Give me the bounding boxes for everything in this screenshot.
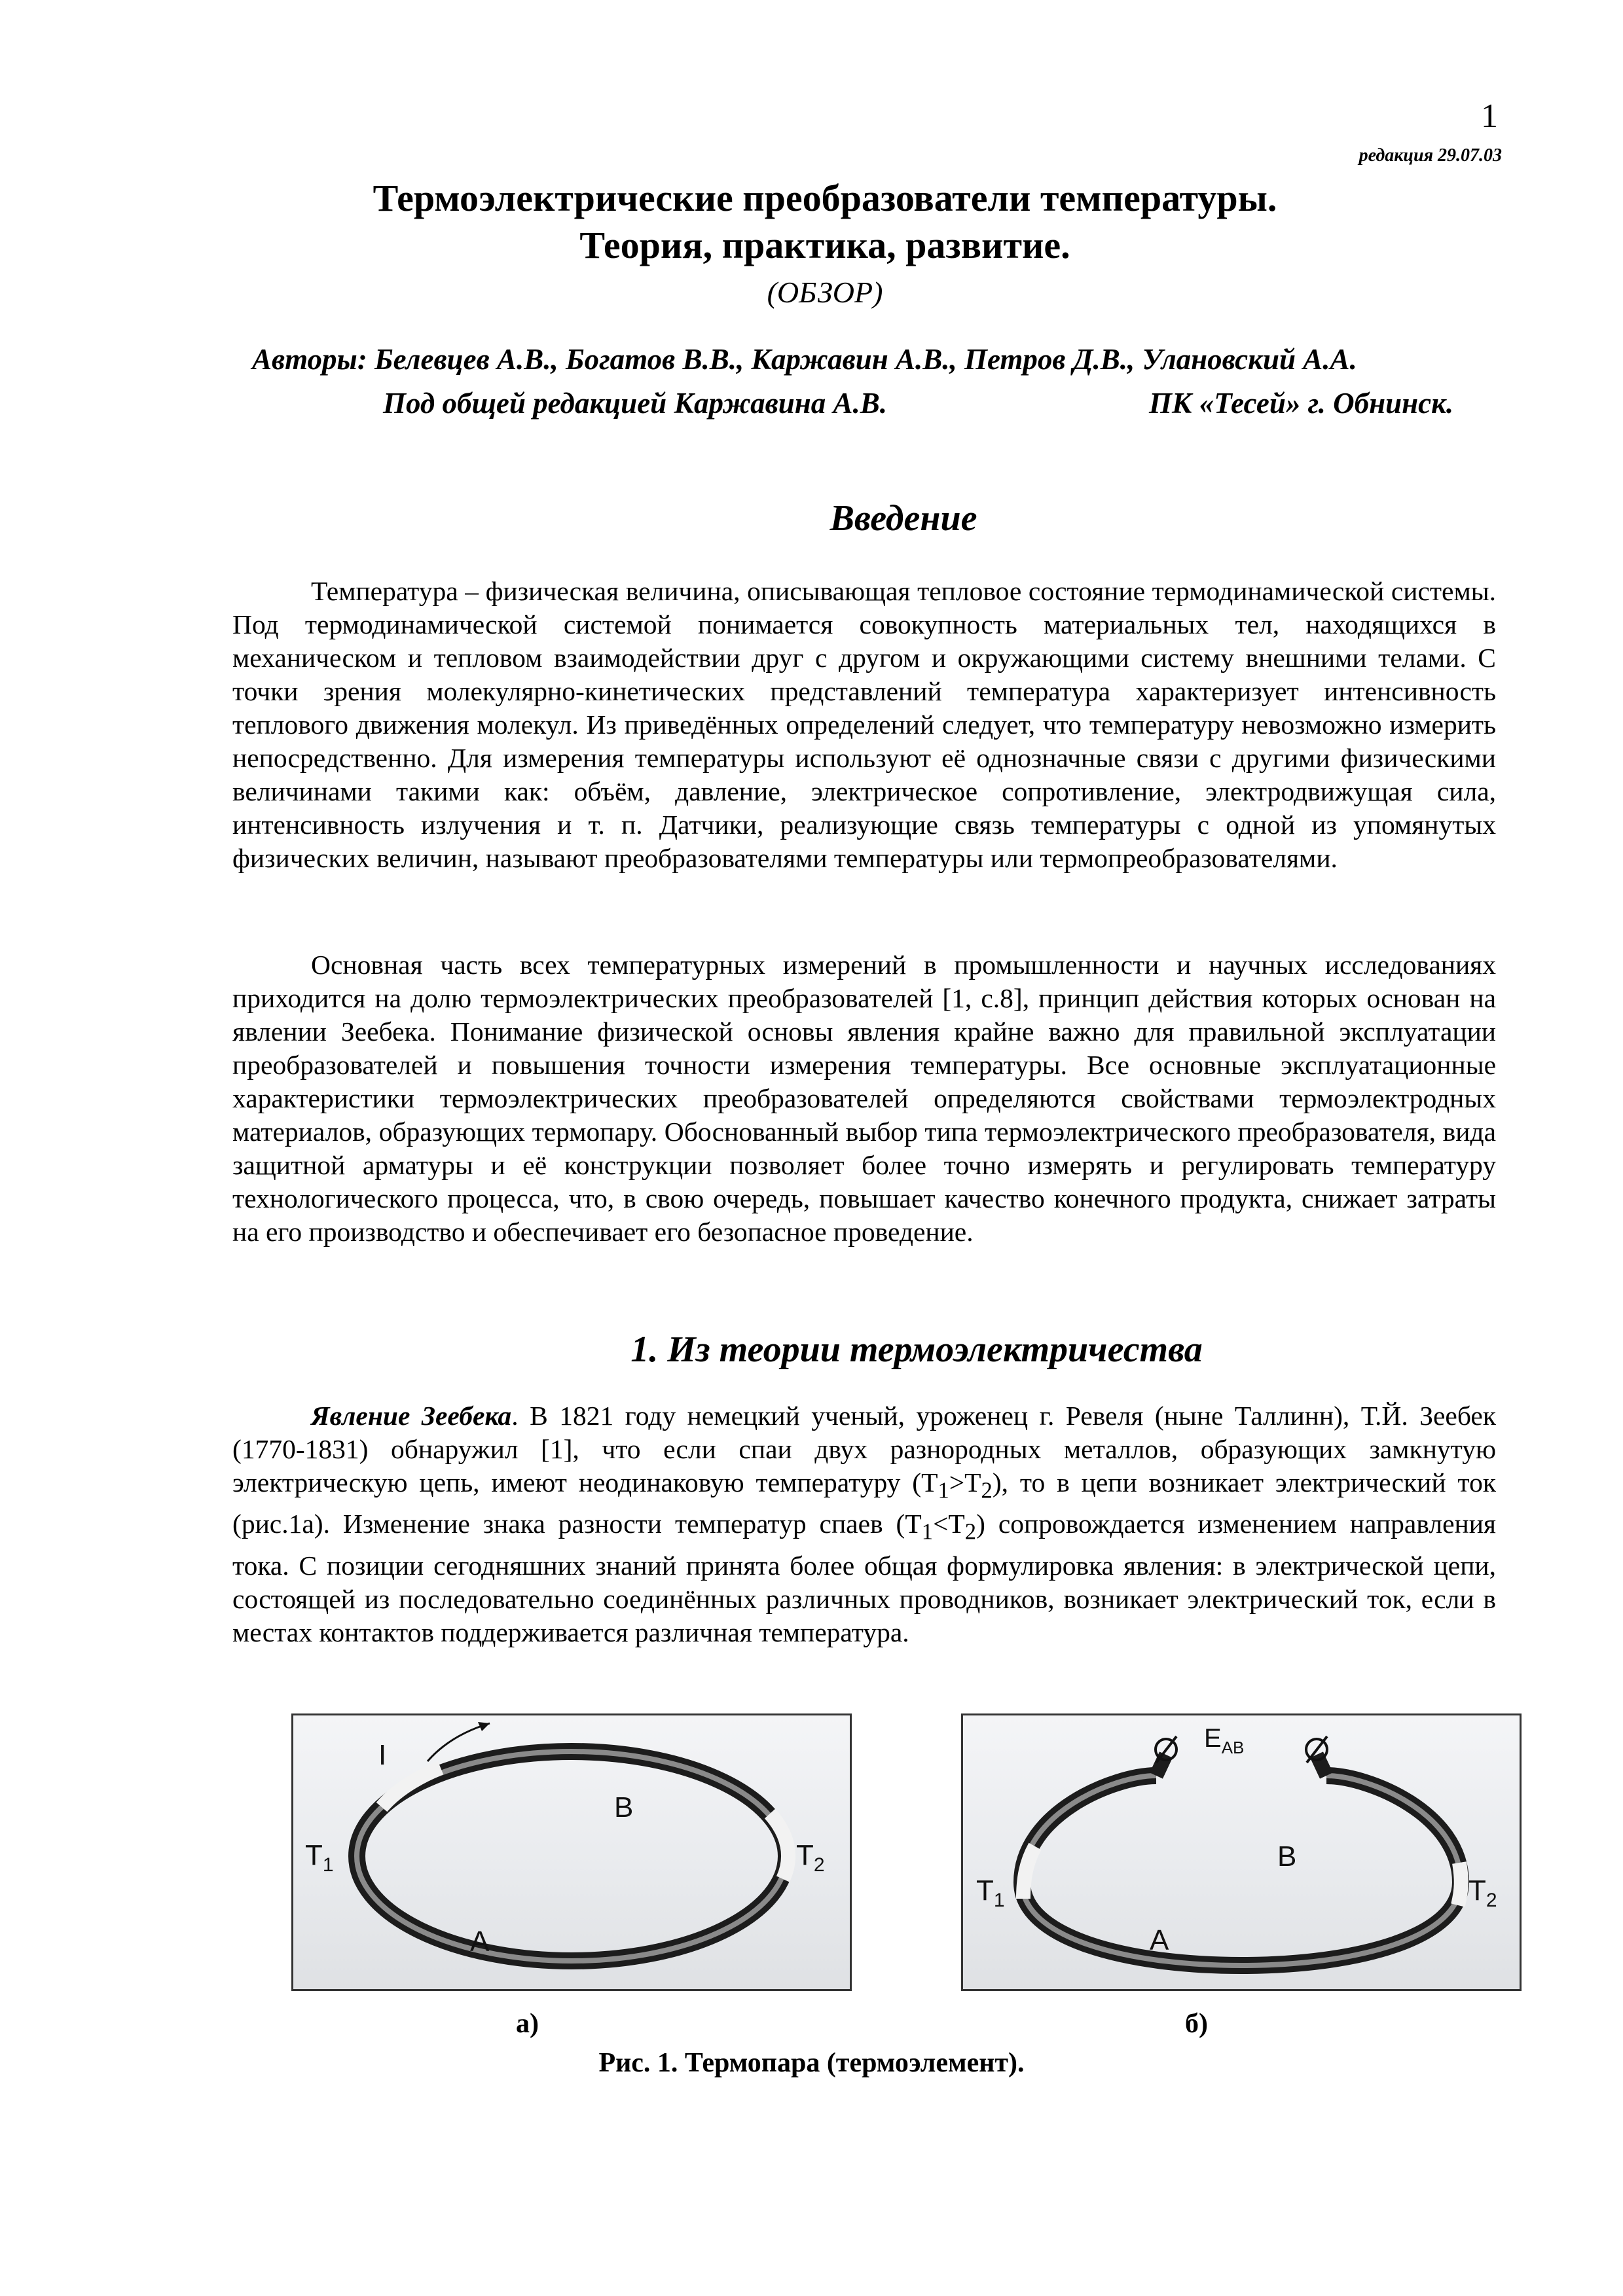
intro-paragraph-2: Основная часть всех температурных измерений в промышленности и научных исследованиях приходится на долю термоэлектрических преобразователей [1, с.8], принцип действия которых основан на явлении Зеебека. Понимание физической основы явления крайне важно для правильной эксплуатации преобразователей и повышения точности измерения температуры. Все основные эксплуатационные характеристики термоэлектрических преобразователей определяются свойствами термоэлектродных материалов, образующих термопару. Обоснованный выбор типа термоэлектрического преобразователя, вида защитной арматуры и её конструкции позволяет более точно измерять и регулировать температуру технологического процесса, что, в свою очередь, повышает качество конечного продукта, снижает затраты на его производство и обеспечивает его безопасное проведение. bbox=[232, 950, 1496, 1247]
conductor-a-label: A bbox=[470, 1926, 490, 1958]
wire-open-loop bbox=[1022, 1776, 1461, 1965]
figure-1-caption: Рис. 1. Термопара (термоэлемент). bbox=[598, 2048, 1025, 2078]
figure-1a-label: а) bbox=[516, 2009, 539, 2039]
subtitle: (ОБЗОР) bbox=[767, 276, 883, 309]
emf-label: $E_{AB}$ bbox=[1204, 1724, 1245, 1757]
conductor-b-label: B bbox=[1277, 1840, 1297, 1873]
junction-t1 bbox=[1023, 1846, 1035, 1899]
text-part: ), то в цепи возникает электрический ток (рис.1а). Изменение знака разности температур спаев (T bbox=[232, 1467, 1496, 1539]
thermocouple-closed-diagram bbox=[293, 1715, 850, 1989]
revision-date: редакция 29.07.03 bbox=[1359, 145, 1502, 166]
editor: Под общей редакцией Каржавина А.В. bbox=[383, 387, 888, 420]
page-number: 1 bbox=[1481, 98, 1498, 135]
figure-1b-label: б) bbox=[1185, 2009, 1208, 2039]
section-1-heading: 1. Из теории термоэлектричества bbox=[630, 1329, 1203, 1370]
title-line-1: Термоэлектрические преобразователи температуры. bbox=[373, 177, 1277, 219]
junction-t2 bbox=[1458, 1863, 1461, 1905]
t2-label: $T_2$ bbox=[1468, 1874, 1497, 1911]
current-label: I bbox=[378, 1739, 387, 1771]
subscript: 1 bbox=[921, 1519, 934, 1545]
organization: ПК «Тесей» г. Обнинск. bbox=[1149, 387, 1454, 420]
text-part: <T bbox=[933, 1509, 965, 1539]
thermocouple-open-diagram bbox=[963, 1715, 1520, 1989]
text-part: >T bbox=[949, 1467, 981, 1498]
intro-heading: Введение bbox=[830, 498, 977, 539]
conductor-b-label: B bbox=[614, 1791, 634, 1823]
figure-1b bbox=[961, 1713, 1522, 1991]
text-part: . В 1821 году немецкий ученый, уроженец г. Ревеля (ныне Таллинн), Т.Й. Зеебек (1770-1831) обнаружил [1], что если спаи двух разнородных металлов, образующих замкнутую электрическую цепь, имеют неодинаковую температуру (T bbox=[232, 1401, 1496, 1498]
title-line-2: Теория, практика, развитие. bbox=[579, 224, 1070, 266]
t2-label: $T_2$ bbox=[796, 1839, 825, 1876]
seebeck-term: Явление Зеебека bbox=[311, 1401, 512, 1431]
t1-label: $T_1$ bbox=[305, 1839, 334, 1876]
subscript: 1 bbox=[938, 1478, 949, 1503]
conductor-a-label: A bbox=[1150, 1924, 1169, 1956]
subscript: 2 bbox=[964, 1519, 977, 1545]
intro-paragraph-1: Температура – физическая величина, описывающая тепловое состояние термодинамической системы. Под термодинамической системой понимается совокупность материальных тел, находящихся в механическом и тепловом взаимодействии друг с другом и окружающими систему внешними телами. С точки зрения молекулярно-кинетических представлений температура характеризует интенсивность теплового движения молекул. Из приведённых определений следует, что температуру невозможно измерить непосредственно. Для измерения температуры используют её однозначные связи с другими физическими величинами такими как: объём, давление, электрическое сопротивление, электродвижущая сила, интенсивность излучения и т. п. Датчики, реализующие связь температуры с одной из упомянутых физических величин, называют преобразователями температуры или термопреобразователями. bbox=[232, 576, 1496, 873]
authors: Авторы: Белевцев А.В., Богатов В.В., Каржавин А.В., Петров Д.В., Улановский А.А. bbox=[252, 343, 1357, 376]
t1-label: $T_1$ bbox=[976, 1874, 1005, 1911]
figure-1a bbox=[291, 1713, 852, 1991]
junction-t1 bbox=[382, 1768, 441, 1807]
section-1-paragraph bbox=[232, 1399, 1496, 1649]
subscript: 2 bbox=[981, 1478, 993, 1503]
text-part: ) сопровождается изменением направления тока. С позиции сегодняшних знаний принята более общая формулировка явления: в электрической цепи, состоящей из последовательно соединённых различных проводников, возникает электрический ток, если в местах контактов поддерживается различная температура. bbox=[232, 1509, 1496, 1647]
